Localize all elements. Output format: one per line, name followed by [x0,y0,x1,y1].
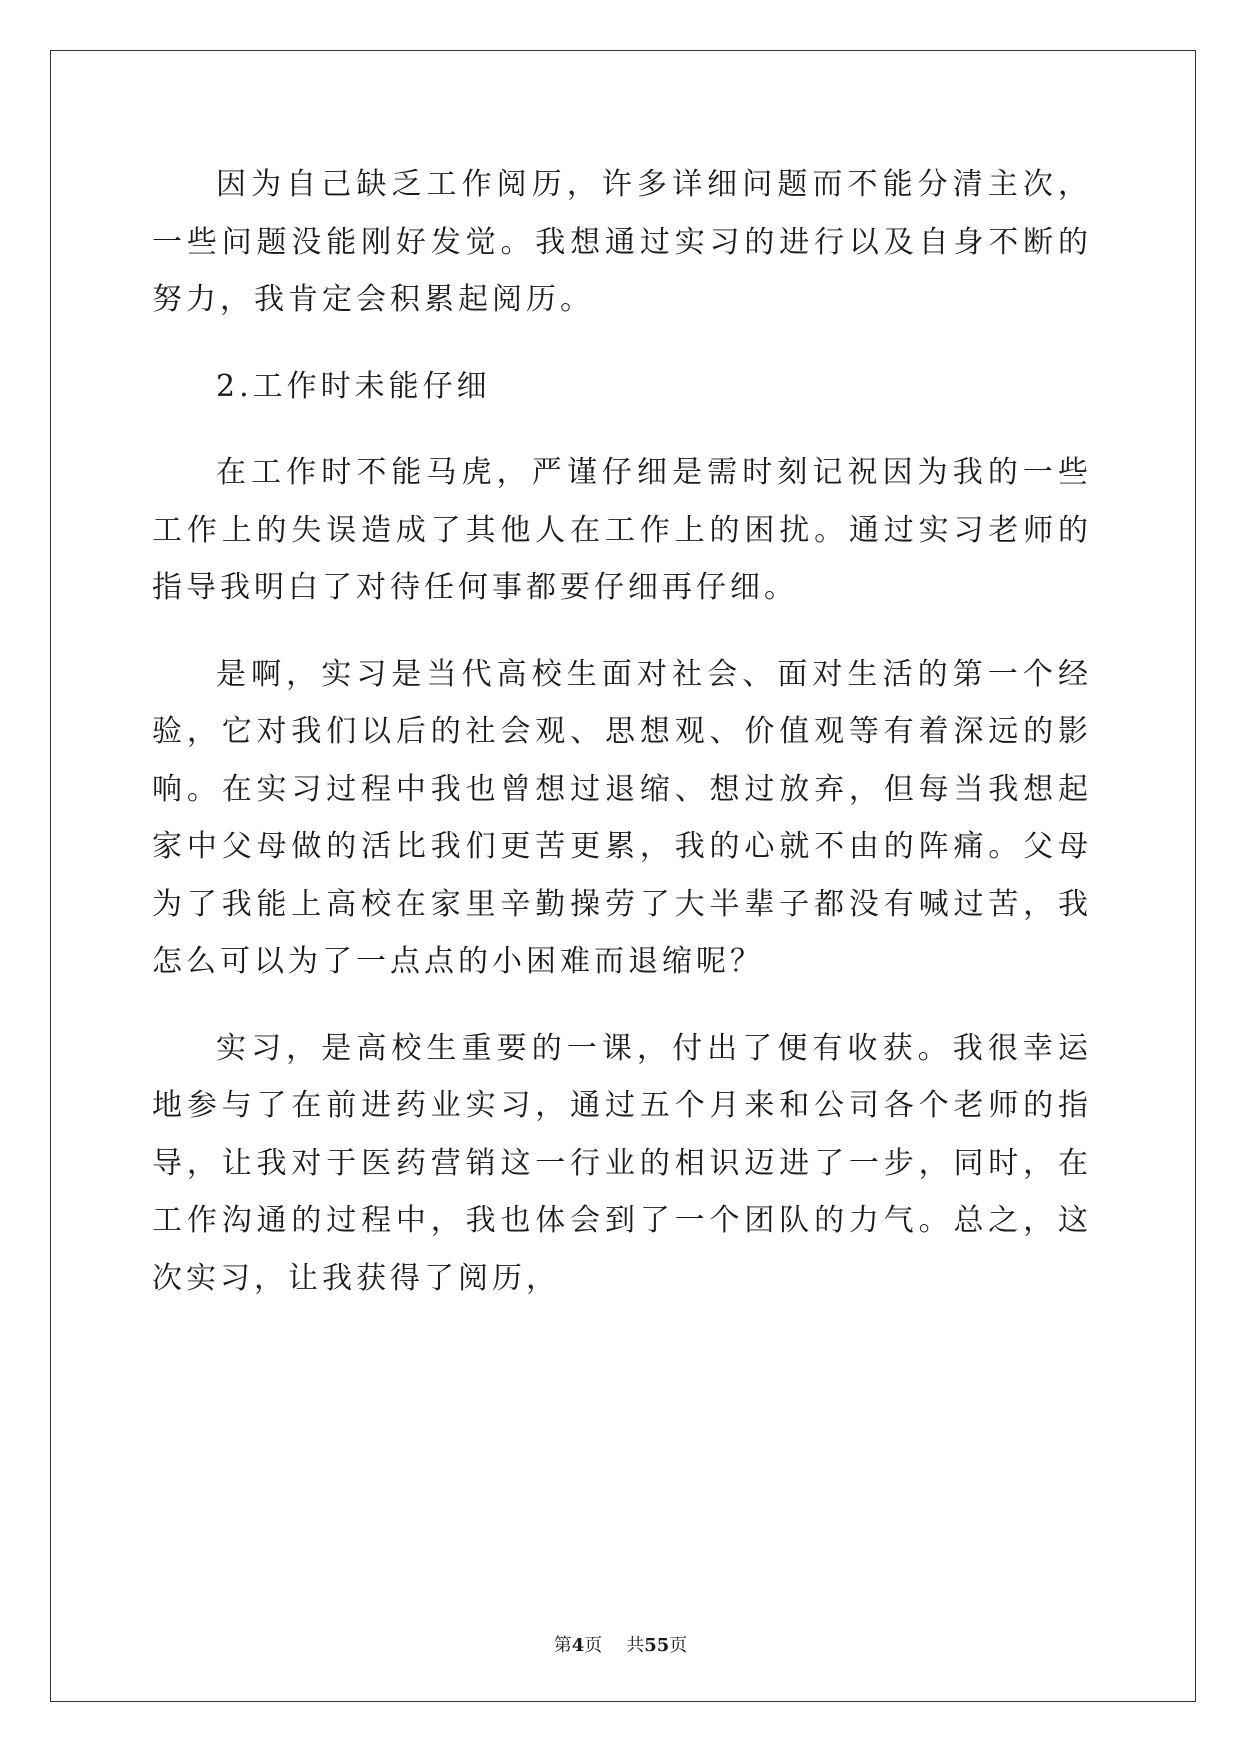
paragraph-5: 实习，是高校生重要的一课，付出了便有收获。我很幸运地参与了在前进药业实习，通过五个月来和公司各个老师的指导，让我对于医药营销这一行业的相识迈进了一步，同时，在工作沟通的过程中，我也体会到了一个团队的力气。总之，这次实习，让我获得了阅历， [152,1030,1092,1296]
document-body [152,156,1092,1307]
footer-total-prefix: 共 [626,1635,645,1656]
paragraph-4: 是啊，实习是当代高校生面对社会、面对生活的第一个经验，它对我们以后的社会观、思想观、价值观等有着深远的影响。在实习过程中我也曾想过退缩、想过放弃，但每当我想起家中父母做的活比我们更苦更累，我的心就不由的阵痛。父母为了我能上高校在家里辛勤操劳了大半辈子都没有喊过苦，我怎么可以为了一点点的小困难而退缩呢？ [152,656,1092,979]
footer-page-suffix: 页 [584,1635,603,1656]
footer-total-pages: 55 [644,1635,670,1656]
paragraph-2-heading: 2.工作时未能仔细 [216,368,491,404]
footer-page-number: 4 [571,1635,585,1656]
footer-total-suffix: 页 [669,1635,688,1656]
footer-prefix: 第 [553,1635,572,1656]
page-footer [0,1634,1241,1658]
paragraph-3: 在工作时不能马虎，严谨仔细是需时刻记祝因为我的一些工作上的失误造成了其他人在工作上的困扰。通过实习老师的指导我明白了对待任何事都要仔细再仔细。 [152,455,1092,605]
paragraph-1: 因为自己缺乏工作阅历，许多详细问题而不能分清主次，一些问题没能刚好发觉。我想通过实习的进行以及自身不断的努力，我肯定会积累起阅历。 [152,167,1092,317]
